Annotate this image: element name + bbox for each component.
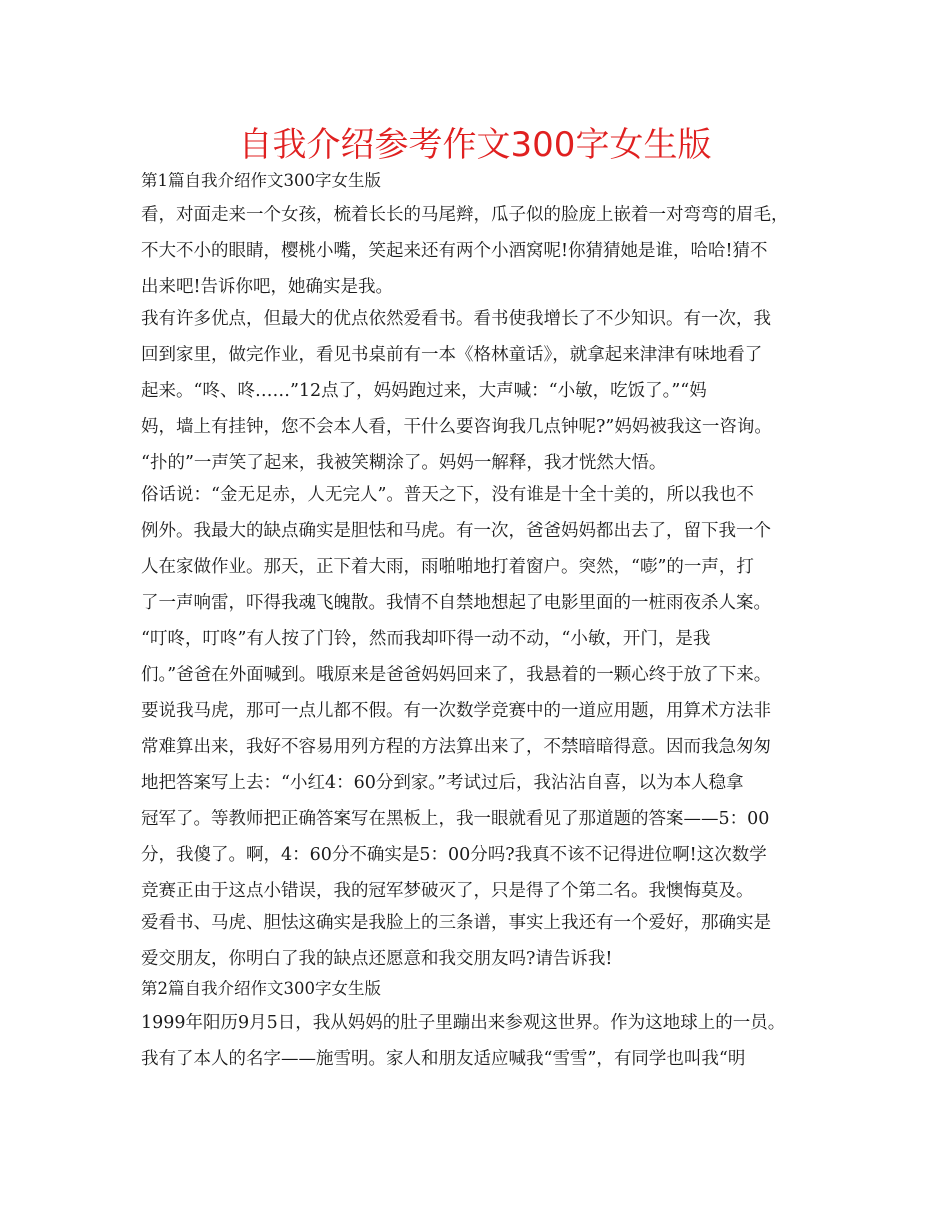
document-title: 自我介绍参考作文300字女生版 <box>238 125 712 165</box>
text-line: 地把答案写上去：“小红4：60分到家。”考试过后，我沾沾自喜，以为本人稳拿 <box>141 773 744 793</box>
text-line: 竞赛正由于这点小错误，我的冠军梦破灭了，只是得了个第二名。我懊悔莫及。 <box>141 881 754 901</box>
text-line: 看，对面走来一个女孩，梳着长长的马尾辫，瓜子似的脸庞上嵌着一对弯弯的眉毛， <box>141 205 789 225</box>
text-line: 起来。“咚、咚……”12点了，妈妈跑过来，大声喊：“小敏，吃饭了。”“妈 <box>141 381 707 401</box>
text-line: 出来吧!告诉你吧，她确实是我。 <box>141 277 394 297</box>
text-line: 俗话说：“金无足赤，人无完人”。普天之下，没有谁是十全十美的，所以我也不 <box>141 485 754 505</box>
text-line: 爱看书、马虎、胆怯这确实是我脸上的三条谱，事实上我还有一个爱好，那确实是 <box>141 913 771 933</box>
text-line: 爱交朋友，你明白了我的缺点还愿意和我交朋友吗?请告诉我! <box>141 949 613 969</box>
text-line: 回到家里，做完作业，看见书桌前有一本《格林童话》，就拿起来津津有味地看了 <box>141 345 763 365</box>
text-line: 要说我马虎，那可一点儿都不假。有一次数学竞赛中的一道应用题，用算术方法非 <box>141 701 771 721</box>
text-line: 不大不小的眼睛，樱桃小嘴，笑起来还有两个小酒窝呢!你猜猜她是谁，哈哈!猜不 <box>141 241 768 261</box>
text-line: 冠军了。等教师把正确答案写在黑板上，我一眼就看见了那道题的答案——5：00 <box>141 809 770 829</box>
section-heading: 第1篇自我介绍作文300字女生版 <box>141 171 381 190</box>
text-line: 1999年阳历9月5日，我从妈妈的肚子里蹦出来参观这世界。作为这地球上的一员。 <box>141 1013 786 1033</box>
text-line: “扑的”一声笑了起来，我被笑糊涂了。妈妈一解释，我才恍然大悟。 <box>141 453 667 473</box>
text-line: 例外。我最大的缺点确实是胆怯和马虎。有一次，爸爸妈妈都出去了，留下我一个 <box>141 521 771 541</box>
text-line: 人在家做作业。那天，正下着大雨，雨啪啪地打着窗户。突然，“嘭”的一声，打 <box>141 557 754 577</box>
text-line: 我有了本人的名字——施雪明。家人和朋友适应喊我“雪雪”，有同学也叫我“明 <box>141 1049 746 1069</box>
document-body <box>141 165 821 1077</box>
text-line: 了一声响雷，吓得我魂飞魄散。我情不自禁地想起了电影里面的一桩雨夜杀人案。 <box>141 593 771 613</box>
text-line: 我有许多优点，但最大的优点依然爱看书。看书使我增长了不少知识。有一次，我 <box>141 309 771 329</box>
text-line: 们。”爸爸在外面喊到。哦原来是爸爸妈妈回来了，我悬着的一颗心终于放了下来。 <box>141 665 772 685</box>
text-line: 常难算出来，我好不容易用列方程的方法算出来了，不禁暗暗得意。因而我急匆匆 <box>141 737 771 757</box>
section-heading: 第2篇自我介绍作文300字女生版 <box>141 979 381 998</box>
text-line: 妈，墙上有挂钟，您不会本人看，干什么要咨询我几点钟呢?”妈妈被我这一咨询。 <box>141 417 772 437</box>
text-line: “叮咚，叮咚”有人按了门铃，然而我却吓得一动不动，“小敏，开门，是我 <box>141 629 711 649</box>
text-line: 分，我傻了。啊，4：60分不确实是5：00分吗?我真不该不记得进位啊!这次数学 <box>141 845 767 865</box>
